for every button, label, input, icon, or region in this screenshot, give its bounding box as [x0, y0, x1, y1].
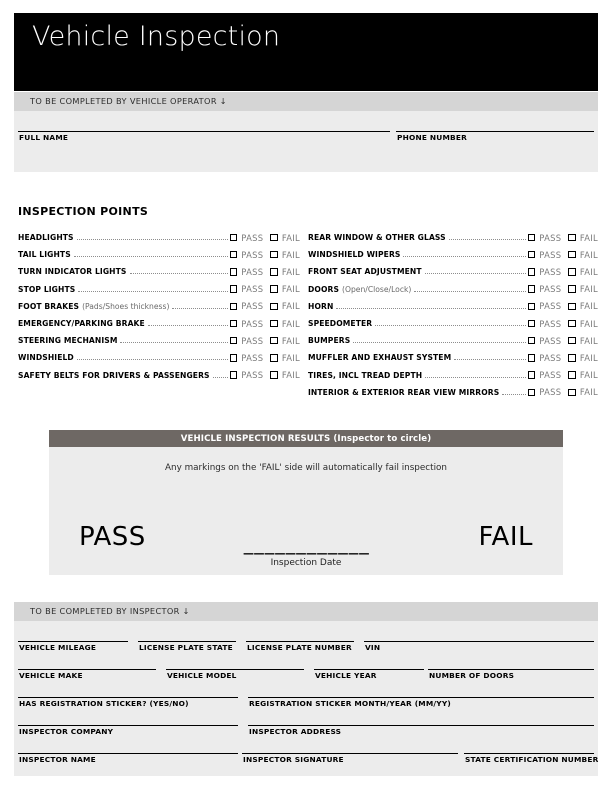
- inspection-point-label: SAFETY BELTS FOR DRIVERS & PASSENGERS: [18, 370, 210, 380]
- pass-label: PASS: [539, 266, 562, 277]
- fail-label: FAIL: [281, 232, 300, 243]
- pass-label: PASS: [539, 301, 562, 312]
- field-label: STATE CERTIFICATION NUMBER: [465, 755, 599, 764]
- inspection-point-row: [18, 281, 300, 298]
- inspection-point-label: TURN INDICATOR LIGHTS: [18, 267, 127, 277]
- field-underline[interactable]: [314, 669, 424, 670]
- field-label: VEHICLE MAKE: [19, 671, 83, 680]
- fail-label: FAIL: [579, 352, 598, 363]
- dotted-leader: [403, 250, 525, 257]
- dotted-leader: [353, 336, 526, 343]
- inspection-point-row: [18, 229, 300, 246]
- inspection-point-row: [308, 367, 598, 384]
- inspection-point-label: EMERGENCY/PARKING BRAKE: [18, 319, 145, 328]
- inspection-point-label: WINDSHIELD WIPERS: [308, 250, 401, 260]
- fail-label: FAIL: [579, 387, 598, 398]
- dotted-leader: [502, 388, 525, 395]
- pass-label: PASS: [539, 232, 562, 243]
- pass-checkbox[interactable]: [230, 354, 238, 362]
- pass-checkbox[interactable]: [230, 268, 238, 276]
- fail-checkbox[interactable]: [568, 303, 576, 311]
- pass-label: PASS: [241, 352, 264, 363]
- dotted-leader: [74, 250, 228, 257]
- pass-checkbox[interactable]: [230, 285, 238, 293]
- pass-checkbox[interactable]: [230, 234, 238, 242]
- fail-checkbox[interactable]: [270, 268, 278, 276]
- inspection-point-row: [308, 332, 598, 349]
- fail-label: FAIL: [579, 301, 598, 312]
- fail-label: FAIL: [579, 249, 598, 260]
- fail-label: FAIL: [579, 335, 598, 346]
- field-label: INSPECTOR ADDRESS: [249, 727, 342, 736]
- result-pass-option[interactable]: PASS: [79, 522, 146, 552]
- pass-label: PASS: [241, 266, 264, 277]
- pass-label: PASS: [241, 301, 264, 312]
- inspection-point-row: [308, 229, 598, 246]
- dotted-leader: [375, 319, 526, 326]
- inspection-point-row: [18, 315, 300, 332]
- operator-section-label: TO BE COMPLETED BY VEHICLE OPERATOR ↓: [30, 96, 228, 106]
- inspection-point-sublabel: (Open/Close/Lock): [342, 284, 412, 294]
- fail-checkbox[interactable]: [568, 320, 576, 328]
- field-label: INSPECTOR SIGNATURE: [243, 755, 344, 764]
- field-underline[interactable]: [428, 669, 594, 670]
- fail-label: FAIL: [281, 284, 300, 295]
- fail-label: FAIL: [579, 232, 598, 243]
- results-header-bar: [49, 430, 563, 447]
- inspection-point-row: [18, 349, 300, 366]
- fail-label: FAIL: [281, 266, 300, 277]
- field-underline[interactable]: [248, 697, 594, 698]
- field-label: LICENSE PLATE NUMBER: [247, 643, 352, 652]
- results-header-text: VEHICLE INSPECTION RESULTS (Inspector to circle): [180, 434, 432, 444]
- pass-label: PASS: [539, 249, 562, 260]
- fail-checkbox[interactable]: [568, 354, 576, 362]
- fail-checkbox[interactable]: [270, 303, 278, 311]
- inspector-section-band: [14, 602, 598, 621]
- inspection-point-label: INTERIOR & EXTERIOR REAR VIEW MIRRORS: [308, 387, 500, 397]
- pass-label: PASS: [241, 335, 264, 346]
- inspection-point-label: STEERING MECHANISM: [18, 336, 118, 346]
- inspection-point-label: TAIL LIGHTS: [18, 250, 71, 260]
- field-label: PHONE NUMBER: [397, 133, 468, 142]
- field-underline[interactable]: [18, 131, 390, 132]
- field-underline[interactable]: [18, 753, 238, 754]
- inspector-section-label: TO BE COMPLETED BY INSPECTOR ↓: [30, 606, 190, 616]
- fail-label: FAIL: [281, 318, 300, 329]
- inspection-point-row: [308, 281, 598, 298]
- operator-fields-panel: [14, 111, 598, 172]
- inspection-point-label: HORN: [308, 301, 334, 311]
- pass-checkbox[interactable]: [230, 303, 238, 311]
- inspection-date-label: Inspection Date: [270, 558, 342, 568]
- pass-checkbox[interactable]: [528, 354, 536, 362]
- inspection-point-label: HEADLIGHTS: [18, 233, 74, 242]
- pass-checkbox[interactable]: [528, 285, 536, 293]
- inspection-point-label: BUMPERS: [308, 336, 351, 346]
- results-note: Any markings on the 'FAIL' side will automatically fail inspection: [164, 463, 447, 473]
- inspection-date-rule[interactable]: ————————————: [243, 547, 369, 560]
- inspection-point-row: [308, 263, 598, 280]
- fail-checkbox[interactable]: [568, 251, 576, 259]
- fail-label: FAIL: [281, 370, 300, 381]
- fail-label: FAIL: [281, 335, 300, 346]
- inspection-results-box: [49, 430, 563, 575]
- inspection-point-label: TIRES, INCL TREAD DEPTH: [308, 370, 423, 380]
- pass-label: PASS: [539, 352, 562, 363]
- document-header-bar: [14, 13, 598, 91]
- field-underline[interactable]: [242, 753, 458, 754]
- pass-checkbox[interactable]: [528, 320, 536, 328]
- pass-checkbox[interactable]: [230, 320, 238, 328]
- field-label: INSPECTOR NAME: [19, 755, 96, 764]
- field-underline[interactable]: [18, 669, 156, 670]
- field-underline[interactable]: [248, 725, 594, 726]
- inspection-point-row: [18, 263, 300, 280]
- fail-checkbox[interactable]: [568, 389, 576, 397]
- fail-checkbox[interactable]: [568, 337, 576, 345]
- field-underline[interactable]: [246, 641, 354, 642]
- pass-checkbox[interactable]: [528, 337, 536, 345]
- pass-label: PASS: [539, 370, 562, 381]
- pass-label: PASS: [241, 370, 264, 381]
- inspection-point-label: STOP LIGHTS: [18, 284, 76, 294]
- operator-section-band: [14, 92, 598, 111]
- fail-checkbox[interactable]: [270, 337, 278, 345]
- field-underline[interactable]: [18, 725, 238, 726]
- inspection-point-label: SPEEDOMETER: [308, 319, 373, 328]
- inspection-point-row: [308, 246, 598, 263]
- pass-checkbox[interactable]: [528, 389, 536, 397]
- field-label: VEHICLE MODEL: [167, 671, 237, 680]
- inspection-points-heading: INSPECTION POINTS: [18, 205, 149, 218]
- pass-label: PASS: [241, 232, 264, 243]
- dotted-leader: [130, 267, 228, 274]
- inspection-point-label: FOOT BRAKES: [18, 301, 80, 311]
- inspection-point-row: [308, 315, 598, 332]
- inspection-point-row: [18, 298, 300, 315]
- inspection-point-label: MUFFLER AND EXHAUST SYSTEM: [308, 353, 452, 363]
- fail-label: FAIL: [579, 370, 598, 381]
- fail-checkbox[interactable]: [270, 251, 278, 259]
- pass-checkbox[interactable]: [230, 251, 238, 259]
- pass-checkbox[interactable]: [528, 251, 536, 259]
- pass-label: PASS: [539, 387, 562, 398]
- fail-label: FAIL: [579, 284, 598, 295]
- pass-checkbox[interactable]: [528, 371, 536, 379]
- inspection-point-label: WINDSHIELD: [18, 353, 74, 363]
- field-underline[interactable]: [396, 131, 594, 132]
- inspection-point-row: [18, 332, 300, 349]
- inspection-point-row: [18, 246, 300, 263]
- fail-checkbox[interactable]: [568, 268, 576, 276]
- fail-checkbox[interactable]: [270, 285, 278, 293]
- field-underline[interactable]: [18, 697, 238, 698]
- fail-checkbox[interactable]: [568, 371, 576, 379]
- dotted-leader: [414, 285, 525, 292]
- field-label: VEHICLE YEAR: [315, 671, 377, 680]
- fail-checkbox[interactable]: [568, 285, 576, 293]
- fail-checkbox[interactable]: [568, 234, 576, 242]
- field-label: FULL NAME: [19, 133, 69, 142]
- dotted-leader: [77, 353, 228, 360]
- dotted-leader: [120, 336, 227, 343]
- fail-checkbox[interactable]: [270, 371, 278, 379]
- pass-checkbox[interactable]: [230, 371, 238, 379]
- inspection-point-label: REAR WINDOW & OTHER GLASS: [308, 233, 446, 242]
- inspection-point-row: [18, 367, 300, 384]
- fail-checkbox[interactable]: [270, 354, 278, 362]
- pass-label: PASS: [539, 318, 562, 329]
- inspection-point-row: [308, 298, 598, 315]
- pass-label: PASS: [241, 284, 264, 295]
- fail-checkbox[interactable]: [270, 320, 278, 328]
- result-fail-option[interactable]: FAIL: [478, 522, 533, 552]
- dotted-leader: [336, 302, 525, 309]
- fail-label: FAIL: [281, 352, 300, 363]
- pass-label: PASS: [539, 284, 562, 295]
- inspector-fields-panel: [14, 621, 598, 776]
- dotted-leader: [78, 285, 227, 292]
- inspection-point-label: FRONT SEAT ADJUSTMENT: [308, 267, 422, 277]
- fail-label: FAIL: [281, 301, 300, 312]
- dotted-leader: [148, 319, 228, 326]
- inspection-point-row: [308, 384, 598, 401]
- pass-label: PASS: [539, 335, 562, 346]
- dotted-leader: [449, 233, 526, 240]
- pass-checkbox[interactable]: [230, 337, 238, 345]
- fail-label: FAIL: [579, 266, 598, 277]
- fail-label: FAIL: [281, 249, 300, 260]
- dotted-leader: [172, 302, 227, 309]
- field-label: HAS REGISTRATION STICKER? (YES/NO): [19, 699, 189, 708]
- dotted-leader: [454, 353, 526, 360]
- pass-label: PASS: [241, 249, 264, 260]
- field-label: VEHICLE MILEAGE: [19, 643, 97, 652]
- pass-checkbox[interactable]: [528, 303, 536, 311]
- field-label: INSPECTOR COMPANY: [19, 727, 114, 736]
- field-underline[interactable]: [138, 641, 236, 642]
- inspection-point-sublabel: (Pads/Shoes thickness): [82, 301, 170, 311]
- pass-checkbox[interactable]: [528, 268, 536, 276]
- field-underline[interactable]: [364, 641, 594, 642]
- dotted-leader: [213, 371, 228, 378]
- pass-checkbox[interactable]: [528, 234, 536, 242]
- fail-checkbox[interactable]: [270, 234, 278, 242]
- field-label: VIN: [365, 643, 381, 652]
- dotted-leader: [425, 371, 526, 378]
- inspection-point-label: DOORS: [308, 284, 340, 294]
- field-label: NUMBER OF DOORS: [429, 671, 515, 680]
- field-underline[interactable]: [464, 753, 594, 754]
- fail-label: FAIL: [579, 318, 598, 329]
- field-label: LICENSE PLATE STATE: [139, 643, 233, 652]
- inspection-point-row: [308, 349, 598, 366]
- dotted-leader: [425, 267, 526, 274]
- field-underline[interactable]: [18, 641, 128, 642]
- page-title: Vehicle Inspection: [32, 21, 281, 52]
- field-underline[interactable]: [166, 669, 304, 670]
- field-label: REGISTRATION STICKER MONTH/YEAR (MM/YY): [249, 699, 451, 708]
- pass-label: PASS: [241, 318, 264, 329]
- dotted-leader: [77, 233, 228, 240]
